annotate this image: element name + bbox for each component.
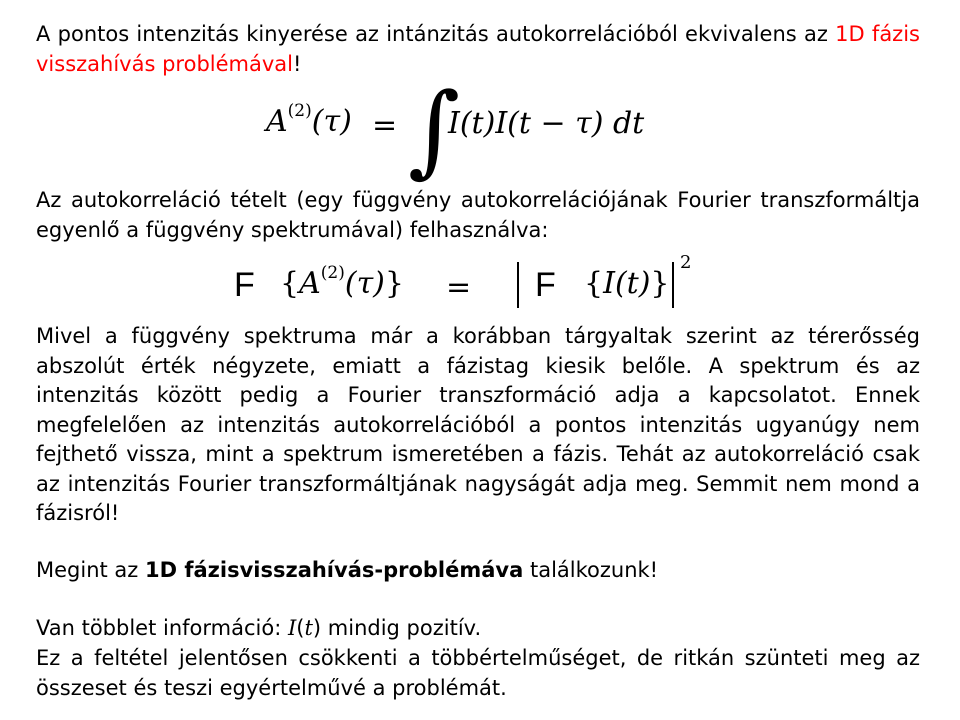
extra-info-text: Van többlet információ: — [36, 616, 288, 640]
intensity-close-paren: ) — [312, 616, 322, 640]
intensity-symbol: I — [287, 616, 297, 640]
eq1-lhs-symbol: A — [266, 104, 288, 139]
intro-text: A pontos intenzitás kinyerése az intánzitás autokorrelációból ekvivalens az — [36, 22, 836, 46]
eq2-lhs-superscript: (2) — [320, 263, 345, 283]
extra-info-line — [36, 614, 920, 644]
conclusion-bold-term: 1D fázisvisszahívás-problémáva — [145, 558, 524, 582]
abs-bar-left — [517, 262, 519, 308]
eq1-integrand: I(t)I(t − τ) dt — [448, 106, 645, 141]
eq2-power: 2 — [680, 252, 692, 273]
explanation-paragraph — [36, 322, 920, 529]
intro-paragraph — [36, 20, 920, 79]
eq2-rhs-open-brace: { — [584, 266, 604, 301]
conclusion-tail: találkozunk! — [523, 558, 659, 582]
extra-info-tail: mindig pozitív. — [321, 616, 482, 640]
eq2-rhs-close-brace: } — [650, 266, 670, 301]
integral-sign: ∫ — [408, 71, 461, 188]
eq2-lhs-symbol: A — [299, 266, 321, 301]
eq1-lhs-superscript: (2) — [287, 101, 312, 121]
explanation-text: Mivel a függvény spektruma már a korábban tárgyaltak szerint az térerősség abszolút érték négyzete, emiatt a fázistag kiesik belőle. A spektrum és az intenzitás között pedig a Fourier transzformáció adja a kapcsolatot. Ennek megfelelően az intenzitás autokorrelációból a pontos intenzitás ugyanúgy nem fejthető vissza, mint a spektrum ismeretében a fázis. Tehát az autokorreláció csak az intenzitás Fourier transzformáltjának nagyságát adja meg. Semmit nem mond a fázisról! — [36, 324, 920, 525]
final-paragraph — [36, 644, 920, 703]
eq2-equals: = — [446, 270, 472, 305]
intensity-open-paren: ( — [296, 616, 305, 640]
intensity-arg: t — [304, 616, 313, 640]
theorem-paragraph — [36, 186, 920, 245]
eq2-lhs-argument: (τ) — [344, 266, 385, 301]
eq2-lhs-close-brace: } — [384, 266, 404, 301]
eq1-lhs-argument: (τ) — [311, 104, 352, 139]
eq2-rhs-symbol: I — [603, 266, 615, 301]
conclusion-paragraph — [36, 556, 920, 586]
phase-retrieval-highlight: 1D fázis visszahívás problémával — [36, 22, 920, 76]
fourier-symbol-lhs: F — [234, 266, 255, 304]
eq2-rhs-argument: (t) — [614, 266, 651, 301]
intro-exclamation: ! — [292, 51, 302, 76]
final-text: Ez a feltétel jelentősen csökkenti a többértelműséget, de ritkán szünteti meg az összeset és teszi egyértelművé a problémát. — [36, 646, 920, 700]
fourier-symbol-rhs: F — [535, 266, 556, 304]
theorem-text: Az autokorreláció tételt (egy függvény autokorrelációjának Fourier transzformáltja egyenlő a függvény spektrumával) felhasználva: — [36, 188, 920, 242]
eq1-equals: = — [372, 108, 398, 143]
eq2-lhs-open-brace: { — [280, 266, 300, 301]
abs-bar-right — [672, 262, 674, 308]
conclusion-text: Megint az — [36, 558, 145, 582]
